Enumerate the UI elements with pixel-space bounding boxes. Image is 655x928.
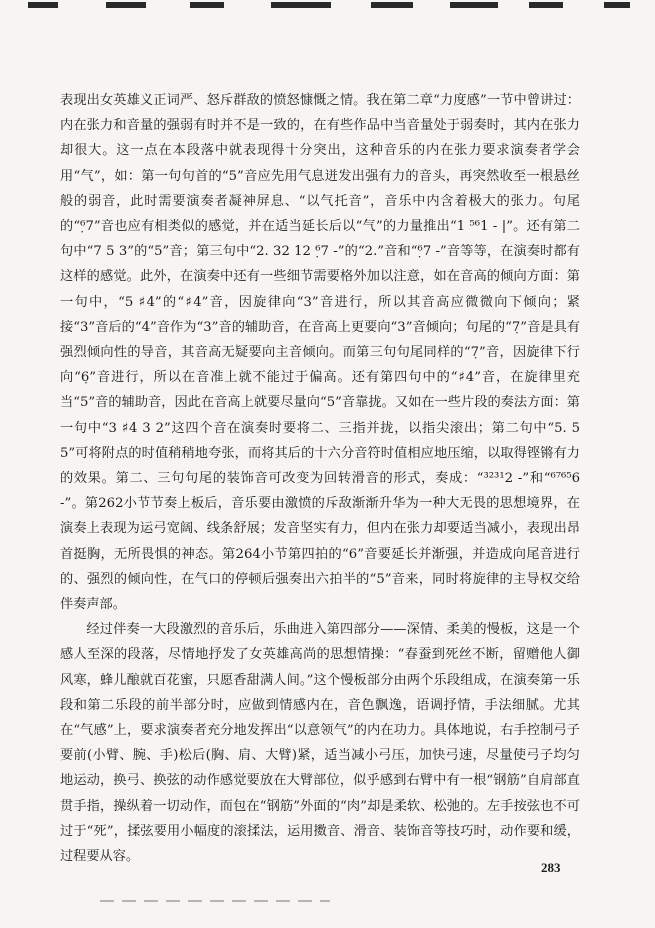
scan-top-marks — [14, 2, 634, 10]
scan-bottom-marks — [100, 900, 330, 902]
paragraph-1: 表现出女英雄义正词严、怒斥群敌的愤怒慷慨之情。我在第二章“力度感”一节中曾讲过：内在张力和音量的强弱有时并不是一致的，在有些作品中当音量处于弱奏时，其内在张力却很大。这一点在本段落中就表现得十分突出，这种音乐的内在张力要求演奏者学会用“气”，如：第一句句首的“5”音应先用气息迸发出强有力的音头，再突然收至一根悬丝般的弱音，此时需要演奏者凝神屏息、“以气托音”，音乐中内含着极大的张力。句尾的“⁶̣7”音也应有相类似的感觉，并在适当延长后以“气”的力量推出“1 ⁵⁶1 - |”。还有第二句中“7 5 3”的“5”音；第三句中“2. 32 12 ⁶̣7 -”的“2.”音和“⁶̣7 -”音等等，在演奏时都有这样的感觉。此外，在演奏中还有一些细节需要格外加以注意，如在音高的倾向方面：第一句中，“5 ♯4”的“♯4”音，因旋律向“3”音进行，所以其音高应微微向下倾向；紧接“3”音后的“4”音作为“3”音的辅助音，在音高上更要向“3”音倾向；句尾的“7̣”音是具有强烈倾向性的导音，其音高无疑要向主音倾向。而第三句句尾同样的“7̣”音，因旋律下行向“6̣”音进行，所以在音准上就不能过于偏高。还有第四句中的“♯4”音，在旋律里充当“5”音的辅助音，因此在音高上就要尽量向“5”音靠拢。又如在一些片段的奏法方面：第一句中“3 ♯4 3 2”这四个音在演奏时要将二、三指并拢，以指尖滚出；第二句中“5. 5 5”可将附点的时值稍稍地夸张，而将其后的十六分音符时值相应地压缩，以取得铿锵有力的效果。第二、三句句尾的装饰音可改变为回转滑音的形式，奏成：“³²³¹2 -”和“⁶⁷⁶⁵6 -”。第262小节节奏上板后，音乐要由激愤的斥敌渐渐升华为一种大无畏的思想境界，在演奏上表现为运弓宽阔、线条舒展；发音坚实有力，但内在张力却要适当减小，表现出昂首挺胸，无所畏惧的神态。第264小节第四拍的“6”音要延长并渐强，并造成向尾音进行的、强烈的倾向性，在气口的停顿后强奏出六拍半的“5”音来，同时将旋律的主导权交给伴奏声部。 — [60, 93, 580, 613]
paragraph-2: 经过伴奏一大段激烈的音乐后，乐曲进入第四部分——深情、柔美的慢板，这是一个感人至深的段落，尽情地抒发了女英雄高尚的思想情操：“春蚕到死丝不断，留赠他人御风寒，蜂儿酿就百花蜜，只愿香甜满人间。”这个慢板部分由两个乐段组成，在演奏第一乐段和第二乐段的前半部分时，应做到情感内在，音色飘逸，语调抒情，手法细腻。尤其在“气感”上，要求演奏者充分地发挥出“以意领气”的内在功力。具体地说，右手控制弓子要前(小臂、腕、手)松后(胸、肩、大臂)紧，适当减小弓压，加快弓速，尽量使弓子均匀地运动，换弓、换弦的动作感觉要放在大臂部位，似乎感到右臂中有一根“钢筋”自肩部直贯手指，操纵着一切动作，而包在“钢筋”外面的“肉”却是柔软、松弛的。左手按弦也不可过于“死”，揉弦要用小幅度的滚揉法，运用擞音、滑音、装饰音等技巧时，动作要和缓，过程要从容。 — [60, 622, 580, 865]
page-number: 283 — [541, 860, 561, 875]
page-body — [60, 88, 580, 869]
